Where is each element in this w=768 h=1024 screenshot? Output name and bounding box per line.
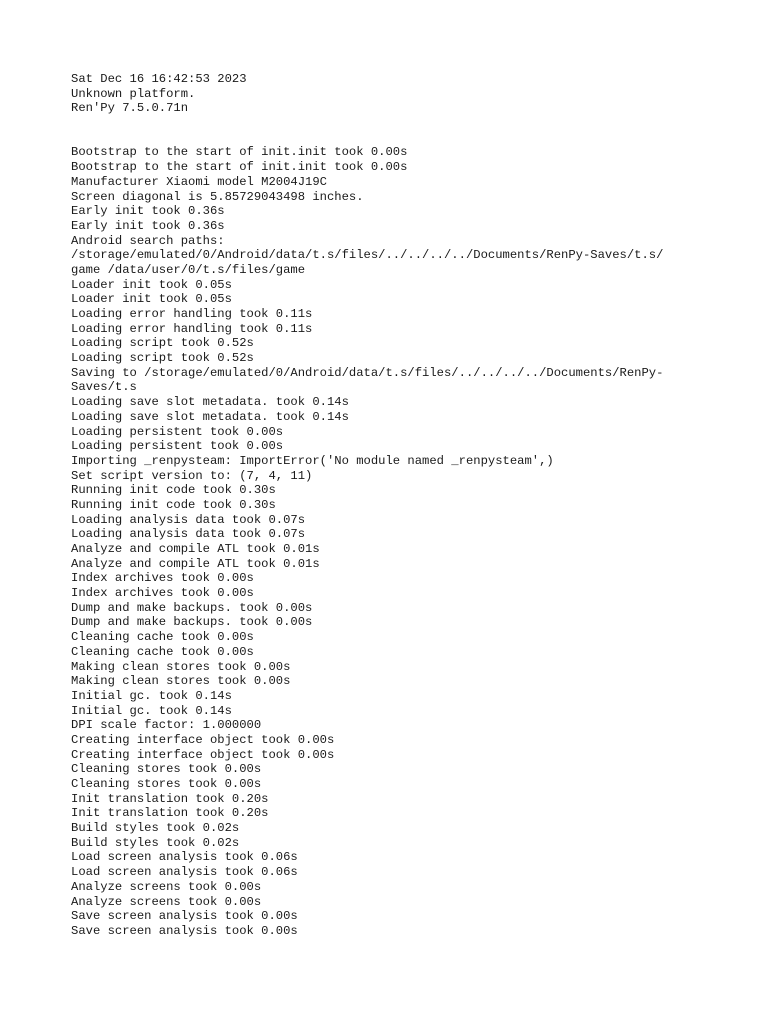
log-line: Save screen analysis took 0.00s bbox=[71, 909, 298, 924]
log-line: Load screen analysis took 0.06s bbox=[71, 850, 298, 865]
log-header bbox=[71, 72, 711, 116]
log-line: Set script version to: (7, 4, 11) bbox=[71, 468, 313, 483]
log-line: Loading script took 0.52s bbox=[71, 336, 254, 351]
log-line: Dump and make backups. took 0.00s bbox=[71, 615, 313, 630]
log-line: Android search paths: bbox=[71, 233, 225, 248]
header-line: Unknown platform. bbox=[71, 86, 196, 101]
log-line: Analyze and compile ATL took 0.01s bbox=[71, 542, 320, 557]
header-spacer bbox=[71, 116, 711, 145]
log-line: Loading persistent took 0.00s bbox=[71, 424, 284, 439]
log-line: Importing _renpysteam: ImportError('No module named _renpysteam',) bbox=[71, 453, 554, 468]
log-line: Cleaning stores took 0.00s bbox=[71, 777, 262, 792]
header-line: Ren'Py 7.5.0.71n bbox=[71, 101, 189, 116]
log-body bbox=[71, 145, 711, 938]
log-line: Screen diagonal is 5.85729043498 inches. bbox=[71, 189, 364, 204]
log-line: Loading script took 0.52s bbox=[71, 351, 254, 366]
log-line: Cleaning cache took 0.00s bbox=[71, 644, 254, 659]
header-line: Sat Dec 16 16:42:53 2023 bbox=[71, 72, 247, 86]
log-line: DPI scale factor: 1.000000 bbox=[71, 718, 262, 733]
log-line: Bootstrap to the start of init.init took 0.00s bbox=[71, 160, 408, 175]
log-line: Analyze and compile ATL took 0.01s bbox=[71, 556, 320, 571]
log-line: Init translation took 0.20s bbox=[71, 806, 269, 821]
log-line: Early init took 0.36s bbox=[71, 218, 225, 233]
log-line: Saves/t.s bbox=[71, 380, 137, 395]
log-line: Build styles took 0.02s bbox=[71, 821, 240, 836]
log-line: Loading error handling took 0.11s bbox=[71, 307, 313, 322]
log-line: Init translation took 0.20s bbox=[71, 791, 269, 806]
log-line: Index archives took 0.00s bbox=[71, 571, 254, 586]
log-line: Save screen analysis took 0.00s bbox=[71, 923, 298, 938]
log-line: Early init took 0.36s bbox=[71, 204, 225, 219]
log-line: Making clean stores took 0.00s bbox=[71, 674, 291, 689]
log-line: Analyze screens took 0.00s bbox=[71, 879, 262, 894]
log-line: Bootstrap to the start of init.init took 0.00s bbox=[71, 145, 408, 160]
log-line: Making clean stores took 0.00s bbox=[71, 659, 291, 674]
log-line: Index archives took 0.00s bbox=[71, 586, 254, 601]
log-line: game /data/user/0/t.s/files/game bbox=[71, 262, 306, 277]
log-line: Cleaning cache took 0.00s bbox=[71, 630, 254, 645]
log-line: Initial gc. took 0.14s bbox=[71, 703, 232, 718]
log-line: Loading analysis data took 0.07s bbox=[71, 527, 306, 542]
log-line: Dump and make backups. took 0.00s bbox=[71, 600, 313, 615]
log-document bbox=[71, 72, 711, 939]
log-line: Initial gc. took 0.14s bbox=[71, 688, 232, 703]
log-line: Loading save slot metadata. took 0.14s bbox=[71, 409, 349, 424]
log-line: Loading error handling took 0.11s bbox=[71, 321, 313, 336]
log-line: Loading persistent took 0.00s bbox=[71, 439, 284, 454]
log-line: Loading analysis data took 0.07s bbox=[71, 512, 306, 527]
log-line: Cleaning stores took 0.00s bbox=[71, 762, 262, 777]
log-line: Running init code took 0.30s bbox=[71, 497, 276, 512]
log-line: Load screen analysis took 0.06s bbox=[71, 865, 298, 880]
log-line: Creating interface object took 0.00s bbox=[71, 732, 335, 747]
log-line: Loading save slot metadata. took 0.14s bbox=[71, 395, 349, 410]
log-line: Build styles took 0.02s bbox=[71, 835, 240, 850]
log-line: /storage/emulated/0/Android/data/t.s/files/../../../../Documents/RenPy-Saves/t.s/ bbox=[71, 248, 664, 263]
log-line: Saving to /storage/emulated/0/Android/data/t.s/files/../../../../Documents/RenPy- bbox=[71, 365, 664, 380]
log-line: Analyze screens took 0.00s bbox=[71, 894, 262, 909]
log-line: Loader init took 0.05s bbox=[71, 292, 232, 307]
log-line: Creating interface object took 0.00s bbox=[71, 747, 335, 762]
log-line: Running init code took 0.30s bbox=[71, 483, 276, 498]
log-line: Loader init took 0.05s bbox=[71, 277, 232, 292]
log-line: Manufacturer Xiaomi model M2004J19C bbox=[71, 174, 327, 189]
